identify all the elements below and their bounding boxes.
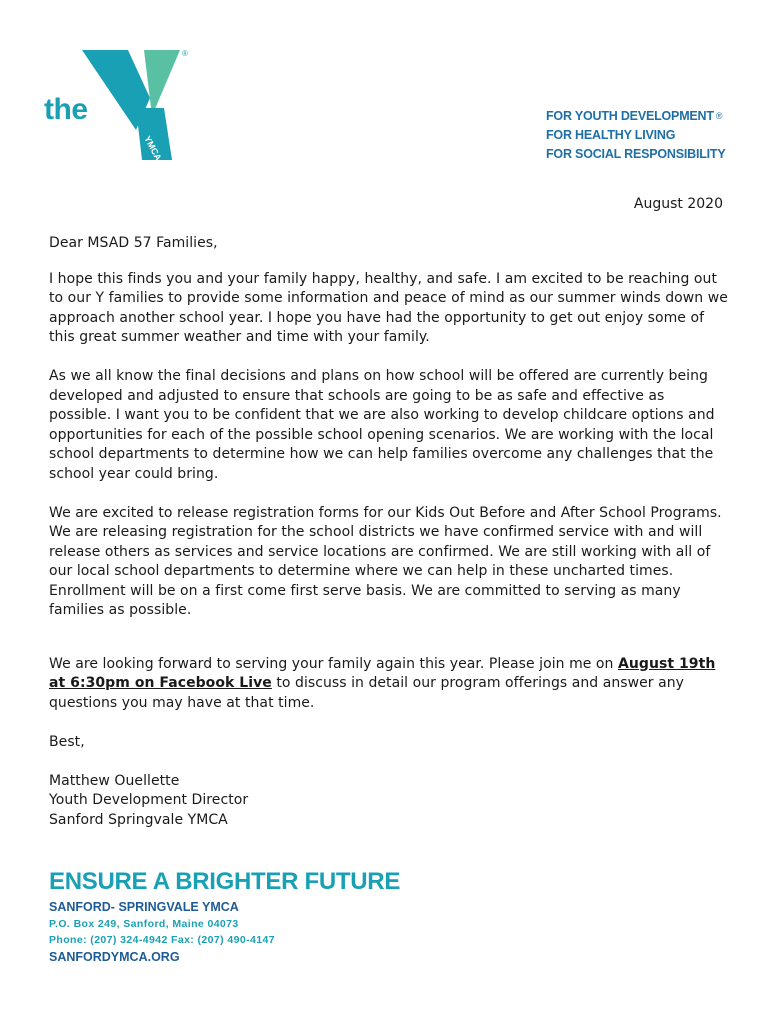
signature-block xyxy=(49,772,729,831)
signature-org: Sanford Springvale YMCA xyxy=(49,811,228,828)
footer-address: P.O. Box 249, Sanford, Maine 04073 xyxy=(49,918,239,930)
paragraph-4-outro: to discuss in detail our program offerings and answer any questions you may have at that time. xyxy=(49,675,684,711)
letter-body xyxy=(49,234,729,850)
paragraph-4 xyxy=(49,655,729,714)
footer-org: SANFORD- SPRINGVALE YMCA xyxy=(49,900,239,914)
tagline-registered-mark: ® xyxy=(715,111,723,121)
paragraph-1: I hope this finds you and your family happy, healthy, and safe. I am excited to be reaching out to our Y families to provide some information and peace of mind as our summer winds down we approach another school year. I hope you have had the opportunity to get out enjoy some of this great summer weather and time with your family. xyxy=(49,270,728,345)
tagline-healthy: FOR HEALTHY LIVING xyxy=(546,128,676,142)
logo-registered-mark: ® xyxy=(182,49,188,58)
salutation: Dear MSAD 57 Families, xyxy=(49,235,218,251)
paragraph-3: We are excited to release registration forms for our Kids Out Before and After School Programs. We are releasing registration for the school districts we have confirmed service with and will release others as services and service locations are confirmed. We are still working with all of our local school departments to determine where we can help in these uncharted times. Enrollment will be on a first come first serve basis. We are committed to serving as many families as possible. xyxy=(49,504,722,618)
footer-headline: ENSURE A BRIGHTER FUTURE xyxy=(49,868,401,895)
signature-title: Youth Development Director xyxy=(49,792,249,808)
logo-wordmark: the xyxy=(44,93,88,126)
facebook-live-event: August 19th at 6:30pm on Facebook Live xyxy=(49,655,716,691)
signoff: Best, xyxy=(49,733,85,750)
taglines xyxy=(546,107,726,164)
letter-date: August 2020 xyxy=(633,196,723,212)
footer-website: SANFORDYMCA.ORG xyxy=(49,950,180,964)
footer-phone: Phone: (207) 324-4942 Fax: (207) 490-4147 xyxy=(49,934,275,946)
paragraph-2: As we all know the final decisions and plans on how school will be offered are currently being developed and adjusted to ensure that schools are going to be as safe and effective as possible. I want you to be confident that we are also working to develop childcare options and opportunities for each of the possible school opening scenarios. We are working with the local school departments to determine how we can help families overcome any challenges that the school year could bring. xyxy=(49,368,715,482)
footer xyxy=(49,868,400,966)
signature-name: Matthew Ouellette xyxy=(49,772,180,789)
logo-ymca-text: YMCA xyxy=(142,134,164,163)
logo-right-arm xyxy=(144,50,180,116)
tagline-youth: FOR YOUTH DEVELOPMENT ® xyxy=(546,109,723,123)
paragraph-4-intro: We are looking forward to serving your family again this year. Please join me on xyxy=(49,655,618,672)
tagline-social: FOR SOCIAL RESPONSIBILITY xyxy=(546,147,726,161)
